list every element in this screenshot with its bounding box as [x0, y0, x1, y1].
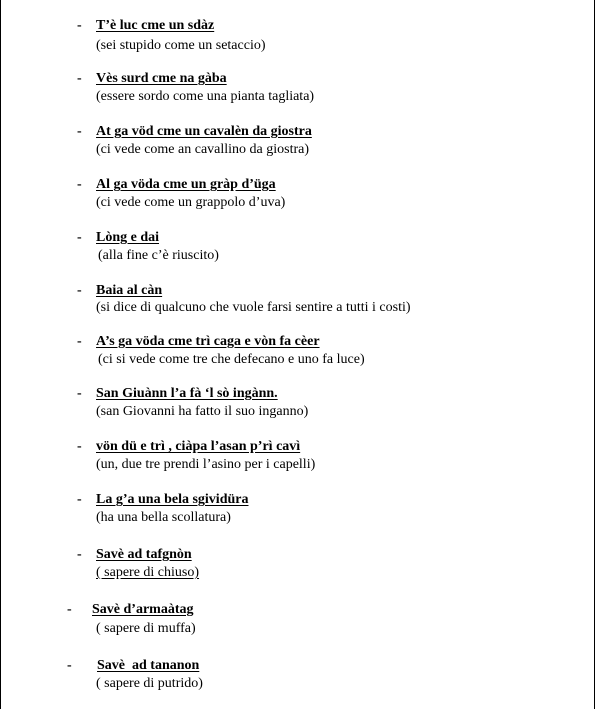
list-dash: - [77, 439, 82, 454]
list-dash: - [77, 547, 82, 562]
dialect-phrase: Al ga vöda cme un gràp d’üga [96, 177, 276, 192]
list-dash: - [77, 492, 82, 507]
list-dash: - [77, 230, 82, 245]
dialect-phrase: San Giuànn l’a fà ‘l sò ingànn. [96, 386, 278, 401]
dialect-phrase: Savè ad tananon [97, 658, 200, 673]
list-dash: - [67, 658, 72, 673]
italian-translation: ( sapere di chiuso) [96, 565, 200, 580]
dialect-phrase: A’s ga vöda cme trì caga e vòn fa cèer [96, 334, 320, 349]
italian-translation: ( sapere di putrido) [96, 676, 203, 691]
italian-translation: (alla fine c’è riuscito) [98, 248, 219, 263]
list-dash: - [77, 18, 82, 33]
list-dash: - [77, 177, 82, 192]
italian-translation: (ci vede come un grappolo d’uva) [96, 195, 286, 210]
dialect-phrase: Baia al càn [96, 283, 163, 298]
dialect-phrase: At ga vöd cme un cavalèn da giostra [96, 124, 312, 139]
italian-translation: (ci si vede come tre che defecano e uno fa luce) [98, 352, 365, 367]
dialect-phrase: vön dü e trì , ciàpa l’asan p’rì cavì [96, 439, 301, 454]
italian-translation: ( sapere di muffa) [96, 621, 196, 636]
list-dash: - [67, 602, 72, 617]
dialect-phrase: Vès surd cme na gàba [96, 71, 227, 86]
italian-translation: (un, due tre prendi l’asino per i capelli) [96, 457, 316, 472]
italian-translation: (ci vede come an cavallino da giostra) [96, 142, 310, 157]
list-dash: - [77, 71, 82, 86]
dialect-phrase: Lòng e dai [96, 230, 160, 245]
list-dash: - [77, 283, 82, 298]
list-dash: - [77, 386, 82, 401]
italian-translation: (san Giovanni ha fatto il suo inganno) [96, 404, 309, 419]
dialect-phrase: T’è luc cme un sdàz [96, 18, 215, 33]
list-dash: - [77, 334, 82, 349]
italian-translation: (ha una bella scollatura) [96, 510, 231, 525]
dialect-phrase: Savè ad tafgnòn [96, 547, 192, 562]
dialect-phrase: La g’a una bela sgividüra [96, 492, 249, 507]
list-dash: - [77, 124, 82, 139]
italian-translation: (essere sordo come una pianta tagliata) [96, 89, 315, 104]
italian-translation: (si dice di qualcuno che vuole farsi sentire a tutti i costi) [96, 300, 411, 315]
dialect-phrase: Savè d’armaàtag [92, 602, 194, 617]
italian-translation: (sei stupido come un setaccio) [96, 38, 266, 53]
